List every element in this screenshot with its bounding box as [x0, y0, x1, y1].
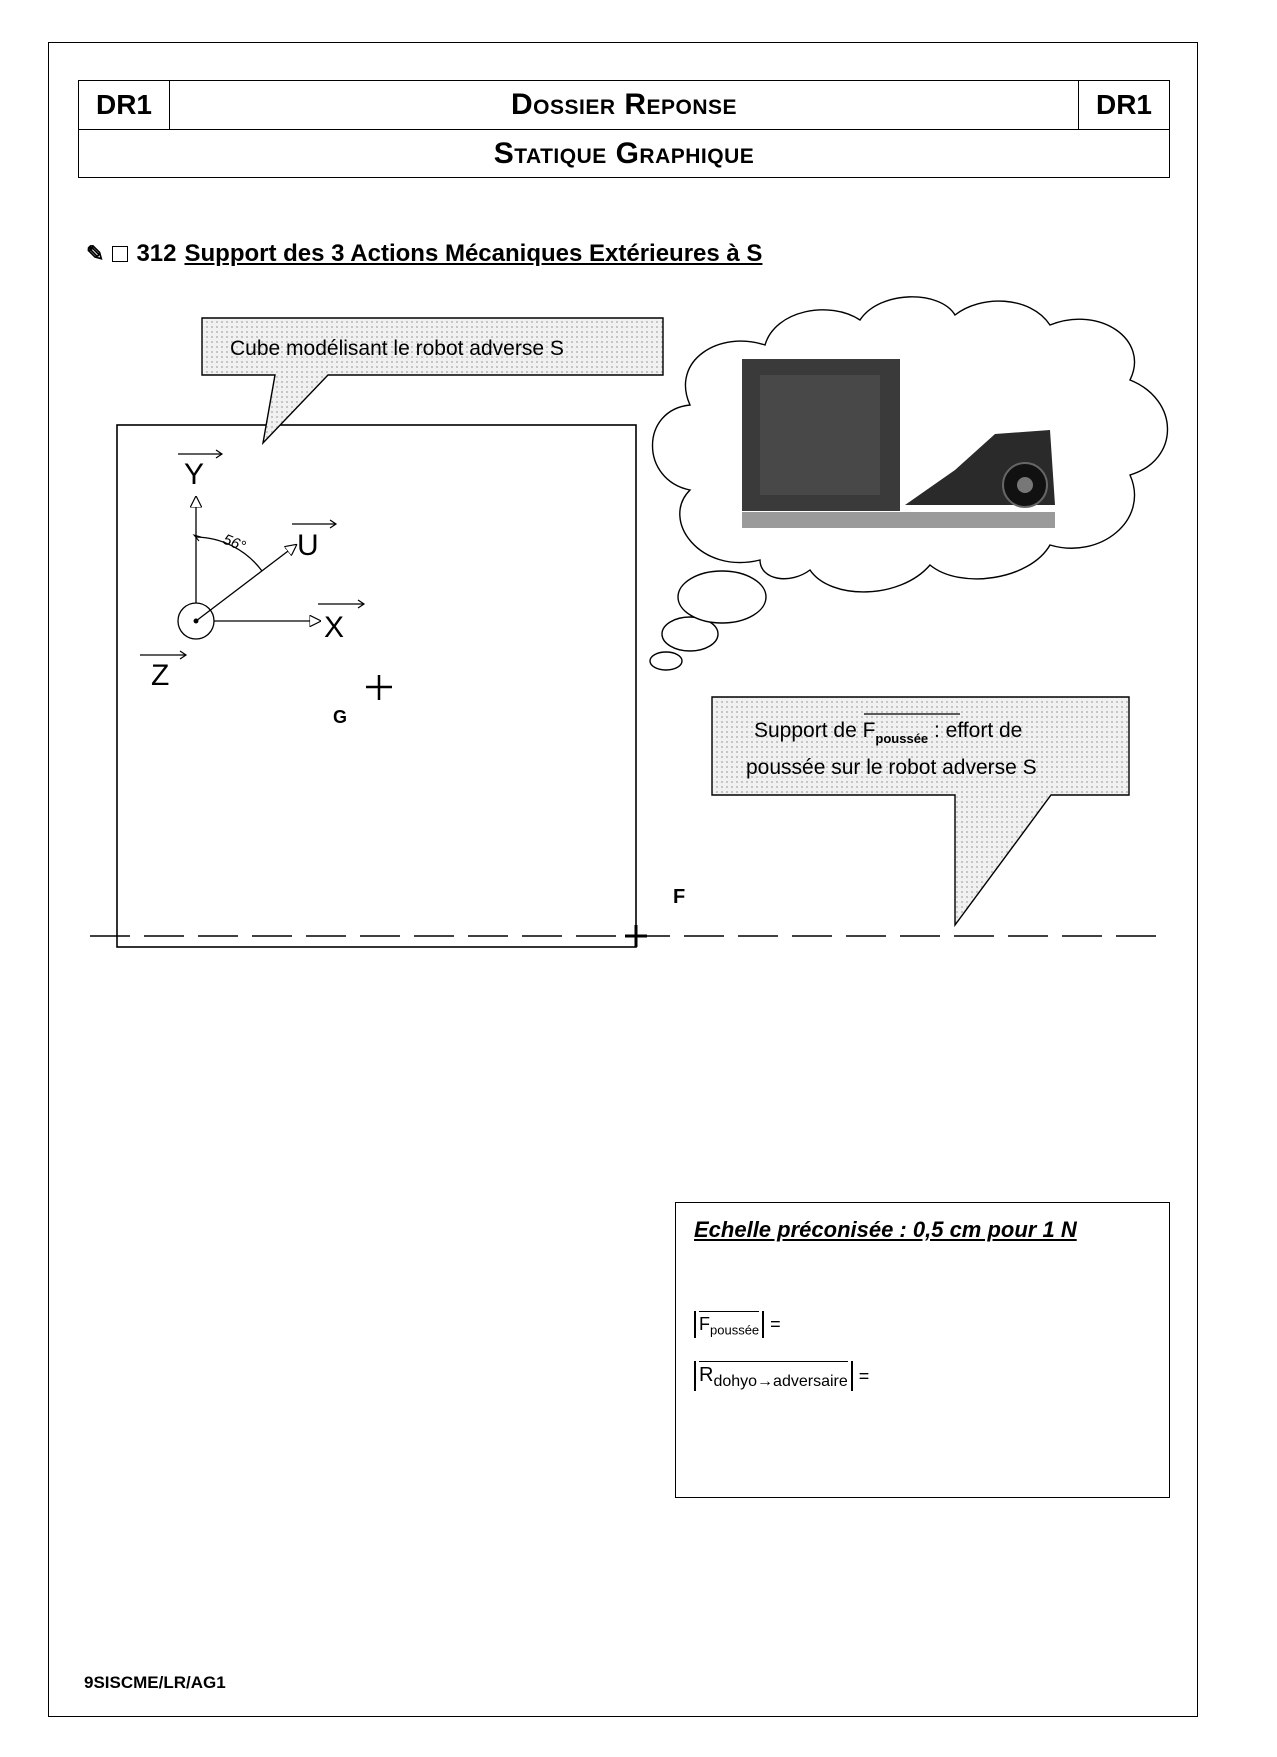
norm-f: $F_{poussée}$ — [694, 1311, 764, 1338]
norm-f-line — [694, 1311, 781, 1338]
force-callout — [712, 697, 1129, 925]
norm-r: $R_{dohyo\to adversaire}$ — [694, 1361, 853, 1391]
scale-title: Echelle préconisée : 0,5 cm pour 1 N — [694, 1217, 1077, 1242]
question-title: Support des 3 Actions Mécaniques Extérieures à S — [184, 240, 763, 267]
cube-callout-text: Cube modélisant le robot adverse S — [230, 337, 564, 360]
scale-box — [675, 1202, 1170, 1498]
pencil-icon: ✎ — [86, 241, 105, 266]
footer-code: 9SISCME/LR/AG1 — [84, 1673, 226, 1692]
axis-x-label: X — [324, 611, 345, 644]
coordinate-frame — [178, 497, 320, 639]
force-callout-line1: Support de $F_{poussée}$ : effort de — [754, 719, 1023, 746]
axis-z-label: Z — [151, 659, 170, 692]
norm-r-equals: = — [858, 1365, 870, 1386]
norm-f-equals: = — [770, 1313, 781, 1334]
u-axis-arrow — [196, 545, 296, 621]
point-g-label: G — [333, 707, 348, 727]
axis-y-label: Y — [184, 458, 205, 491]
doc-code-right: DR1 — [1078, 81, 1169, 129]
question-number: 312 — [136, 240, 177, 267]
point-f-label: F — [673, 886, 686, 908]
page-title: Dossier Reponse — [510, 88, 738, 121]
force-callout-line2: poussée sur le robot adverse S — [746, 756, 1037, 779]
axis-u-label: U — [297, 529, 319, 562]
norm-r-line — [694, 1361, 869, 1391]
point-g-marker — [366, 675, 392, 700]
doc-code-left: DR1 — [79, 81, 170, 129]
point-f-marker — [625, 925, 647, 947]
thought-cloud — [650, 297, 1168, 670]
angle-label: 56° — [220, 530, 248, 556]
page-subtitle: Statique Graphique — [493, 136, 755, 170]
